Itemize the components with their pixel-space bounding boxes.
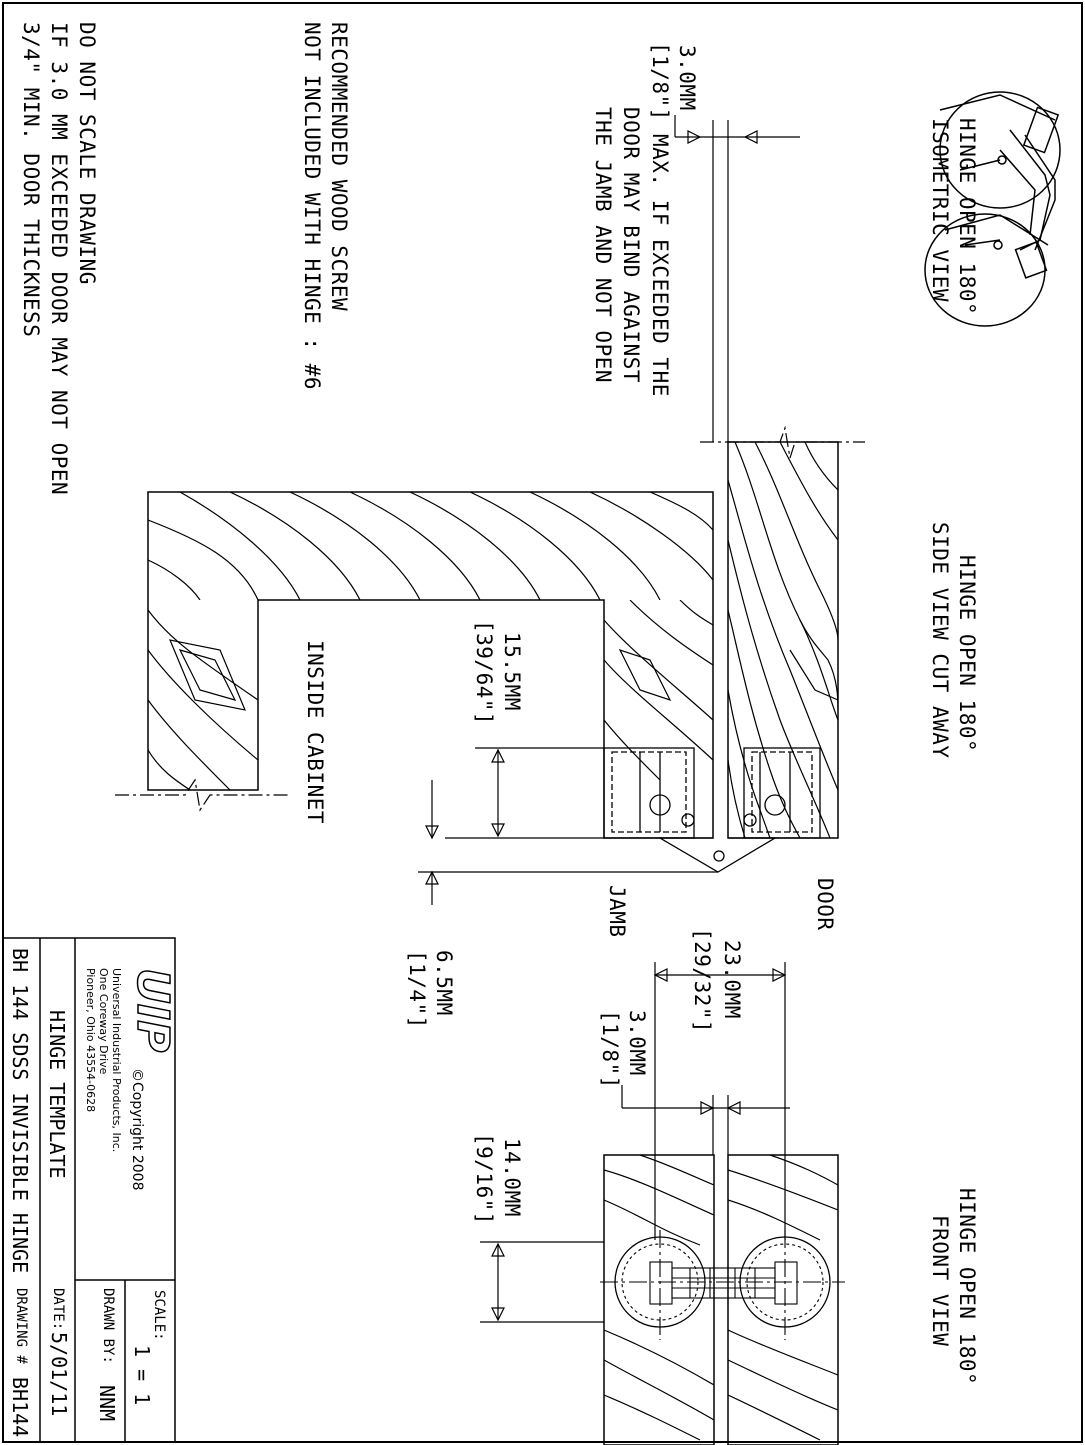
general-note-2: IF 3.0 MM EXCEEDED DOOR MAY NOT OPEN bbox=[47, 22, 71, 496]
company-address-1: One Coreway Drive bbox=[97, 968, 110, 1075]
date-value: 5/01/11 bbox=[47, 1332, 71, 1417]
product-name: BH 144 SDSS INVISIBLE HINGE bbox=[8, 948, 32, 1274]
gap-note-2: [1/8"] MAX. IF EXCEEDED THE bbox=[648, 42, 672, 397]
front-view-title-2: FRONT VIEW bbox=[928, 1215, 952, 1347]
screw-note-1: RECOMMENDED WOOD SCREW bbox=[327, 22, 351, 312]
sheet-border bbox=[3, 3, 1082, 1442]
general-note-3: 3/4" MIN. DOOR THICKNESS bbox=[19, 22, 43, 338]
side-view-title-1: HINGE OPEN 180° bbox=[955, 555, 979, 753]
front-view bbox=[600, 1155, 845, 1445]
drawing-title: HINGE TEMPLATE bbox=[45, 1010, 69, 1179]
drawn-by-label: DRAWN BY: bbox=[100, 1288, 116, 1364]
dim-140-mm: 14.0MM bbox=[500, 1138, 524, 1217]
company-address-2: Pioneer, Ohio 43554-0628 bbox=[84, 968, 97, 1113]
dim-155-mm: 15.5MM bbox=[500, 632, 524, 711]
gap-note-3: DOOR MAY BIND AGAINST bbox=[619, 107, 643, 384]
company-name: Universal Industrial Products, Inc. bbox=[110, 968, 123, 1153]
side-view bbox=[115, 120, 865, 872]
dim-140-inch: [9/16"] bbox=[472, 1133, 496, 1226]
scale-value: 1 = 1 bbox=[130, 1345, 154, 1406]
gap-dimension-top bbox=[675, 115, 800, 143]
scale-label: SCALE: bbox=[151, 1290, 167, 1341]
gap-note-4: THE JAMB AND NOT OPEN bbox=[591, 107, 615, 384]
side-view-title-2: SIDE VIEW CUT AWAY bbox=[928, 522, 952, 759]
screw-note-2: NOT INCLUDED WITH HINGE : #6 bbox=[300, 22, 324, 391]
dim-230-inch: [29/32"] bbox=[690, 928, 714, 1034]
date-label: DATE: bbox=[50, 1288, 66, 1331]
dim-30-inch: [1/8"] bbox=[598, 1010, 622, 1089]
jamb-section bbox=[148, 492, 713, 838]
general-note-1: DO NOT SCALE DRAWING bbox=[75, 22, 99, 285]
isometric-title-1: HINGE OPEN 180° bbox=[955, 118, 979, 316]
dim-155-inch: [39/64"] bbox=[472, 620, 496, 726]
copyright-text: ©Copyright 2008 bbox=[129, 1068, 145, 1191]
front-view-title-1: HINGE OPEN 180° bbox=[955, 1188, 979, 1386]
drawing-number-label: DRAWING # bbox=[13, 1288, 29, 1364]
side-dimensions bbox=[418, 748, 718, 905]
dim-65-mm: 6.5MM bbox=[432, 950, 456, 1016]
gap-note-1: 3.0MM bbox=[675, 45, 699, 111]
jamb-label: JAMB bbox=[605, 885, 629, 938]
dim-30-mm: 3.0MM bbox=[625, 1010, 649, 1076]
drawn-by-value: NNM bbox=[95, 1385, 119, 1422]
inside-cabinet-label: INSIDE CABINET bbox=[303, 640, 327, 825]
dim-230-mm: 23.0MM bbox=[720, 940, 744, 1019]
drawing-number-value: BH144 bbox=[8, 1377, 32, 1438]
door-label: DOOR bbox=[813, 878, 837, 931]
dim-65-inch: [1/4"] bbox=[405, 950, 429, 1029]
isometric-title-2: ISOMETRIC VIEW bbox=[928, 118, 952, 303]
uip-logo: UIP bbox=[127, 968, 178, 1053]
